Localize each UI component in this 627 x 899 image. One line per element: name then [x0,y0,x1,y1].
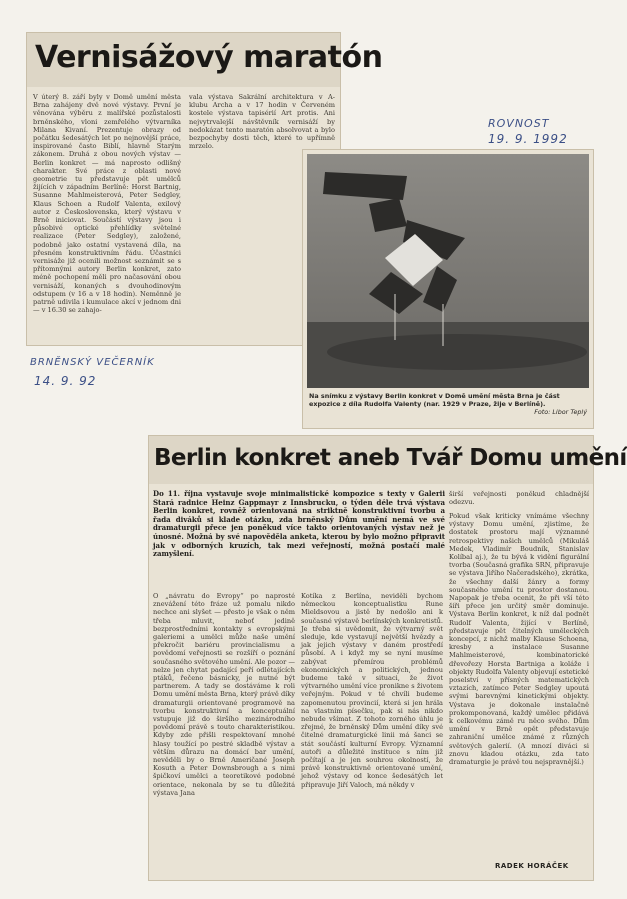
article-column-right: vala výstava Sakrální architektura v A-klubu Archa a v 17 hodin v Červeném kostele výstava tapisérií Art protis. Ani nejvytrvalejší návštěvník vernisáží by nedokázat tento maratón absolvovat a bylo bezpochyby dosti těch, které to upřímně mrzelo. [189,93,335,151]
article-lead-tail: širší veřejnosti poněkud chladnější odezvu. [449,490,589,507]
headline-banner [149,436,627,484]
photo-caption-text: Na snímku z výstavy Berlin konkret v Domě umění města Brna je část expozice z díla Rudolfa Valenty (nar. 1929 v Praze, žije v Berlíně). [309,392,560,408]
article-byline: RADEK HORÁČEK [495,862,569,870]
article-clipping-vernisazovy-maraton [27,33,383,345]
article-column-3: Pokud však kriticky vnímáme všechny výstavy Domu umění, zjistíme, že dostatek prostoru mají významné retrospektivy našich umělců (Mikuláš Medek, Vladimír Boudník, Stanislav Kolíbal aj.), že tu bývá k vidění figurální tvorba (Současná grafika SRN, připravuje se výstava Jiřího Načeradského), zkrátka, že všechny další žánry a formy současného umění tu prostor dostanou. Napopak je třeba ocenit, že při vší této šíři přece jen určitý směr dominuje. Výstava Berlin konkret, k níž dal podnět Rudolf Valenta, žijící v Berlíně, představuje pět čitelných uměleckých koncepcí, z nichž malby Klause Schoena, kresby a instalace Susanne Mahlmeisterové, kombinatorické dřevořezy Horsta Bartniga a koláže i objekty Rudolfa Valenty objevují estetické poselství v přísných matematických vztazích, zatímco Peter Sedgley upoutá svými barevnými kinetickými objekty. Výstava je dokonale instalačně prokomponovaná, každý umělec přidává k celkovému zámě ru něco svého. Dům umění v Brně opět představuje zahraniční umělce známé z různých světových galerií. (A mnozí diváci si znovu kladou otázku, zda tato dramaturgie je právě tou nejspravnější.) [449,512,589,767]
handwritten-date-left: 14. 9. 92 [34,374,97,388]
article-column-left: V úterý 8. září byly v Domě umění města Brna zahájeny dvě nové výstavy. První je věnována výběru z malířské pozůstalosti brněnského, vloni zemřelého výtvarníka Milana Kivaní. Prezentuje obrazy od počátku šedesátých let po nejnovější práce, inspirované často Biblí, hlavně Starým zákonem. Druhá z obou nových výstav — Berlin konkret — má naprosto odlišný charakter. Své práce z oblasti nové geometrie tu představuje pět umělců žijících v západním Berlíně: Horst Bartnig, Susanne Mahlmeisterová, Peter Sedgley, Klaus Schoen a Rudolf Valenta, exilový autor z Československa, který výstavu v Brně iniciovat. Součástí výstavy jsou i působivé optické přehlídky světelné realizace (Peter Sedgley), založené, podobně jako ostatní vystavená díla, na přesném konstruktivním řádu. Účastníci vernisáže již ocenili možnost seznámit se s přítomnými autory Berlin konkret, zato méně pochopení měli pro načasování obou vernisáží, konaných s dvouhodinovým odstupem (v 16 a v 18 hodin). Neměnně je patrně udivila i kumulace akcí v jednom dni — v 16.30 se zahajo- [33,93,181,315]
headline: Berlin konkret aneb Tvář Domu umění [154,445,627,471]
photo-caption [309,392,587,416]
handwritten-date-top: 19. 9. 1992 [488,132,568,146]
article-column-2: Kotíka z Berlína, neviděli bychom německou konceptualistku Rune Mieldsovou a jistě by nedošlo ani k současné výstavě berlínských konkretistů. Je třeba si uvědomit, že výtvarný svět sleduje, kde vystavují největší hvězdy a jak jejich výstavy v daném prostředí působí. A i když my se nyní musíme zabývat přemírou problémů ekonomických a politických, jednou budeme také v situaci, že život výtvarného umění více proniknе s životem veřejným. Pokud v té chvíli budeme zapomenutou provincií, která si jen hrála na vlastním písečku, pak si nás nikdo nebude všímat. Z tohoto zorného úhlu je zřejmé, že brněnský Dům umění díky své čitelné dramaturgické linii má šanci se stát součástí kulturní Evropy. Významní autoři a důležité instituce s ním již počítají a je jen souhrou okolností, že právě konstruktivně orientované umění, jehož výstavy od konce šedesátých let připravuje Jiří Valoch, má někdy v [301,592,443,789]
handwritten-source-rovnost: ROVNOST [488,117,550,130]
handwritten-source-brnensky-vecernik: BRNĚNSKÝ VEČERNÍK [30,357,155,368]
article-lead: Do 11. října vystavuje svoje minimalistické kompozice s texty v Galerii Stará radnice Heinz Gappmayr z Innsbrucku, o týden déle trvá výstava Berlin konkret, rovněž orientovaná na striktně konstruktivní tvorbu a řada diváků si klade otázku, zda brněnský Dům umění nemá ve své dramaturgii přece jen poněkud více takto orientovaných výstav než je únosné. Možná by své napověděla anketa, kterou by bylo možno připravit jak v odborných kruzích, tak mezi veřejností, možná postačí malé zamyšlení. [153,489,445,559]
article-column-1: O „návratu do Evropy“ po naprosté znevážení této fráze už pomalu nikdo nechce ani slyšet — přesto je však o něm třeba mluvit, neboť jedině bezprostředními kontakty s evropskými galeriemi a umělci může naše umění překročit bariéru provincialismu a povědomí veřejnosti se rozšíří o poznání současného světového umění. Ale pozor — nelze jen chytat padající peří odlétajících ptáků, řečeno básnicky, je nutné být partnerem. A tady se dostáváme k roli Domu umění města Brna, který právě díky dramaturgii orientované programově na tvorbu konstruktivní a konceptuální vstupuje již do širšího mezinárodního povědomí právě s touto charakteristikou. Kdyby zde přišli respektovaní mnohé hlasy toužící po pestré skladbě výstav a větším důrazu na domácí bar umění, nevěděli by o Brně Američané Joseph Kosuth a Peter Downsbrough a s nimi špičkoví umělci a teoretikové podobné orientace, nekonala by se tu důležitá výstava Jana [153,592,295,797]
article-clipping-berlin-konkret [149,436,627,880]
headline-banner [27,33,383,87]
headline: Vernisážový maratón [35,40,383,75]
photo-clipping [303,150,593,428]
exhibition-photo [307,154,589,388]
photo-credit: Foto: Libor Teplý [534,408,587,416]
sculpture-image [307,154,589,388]
